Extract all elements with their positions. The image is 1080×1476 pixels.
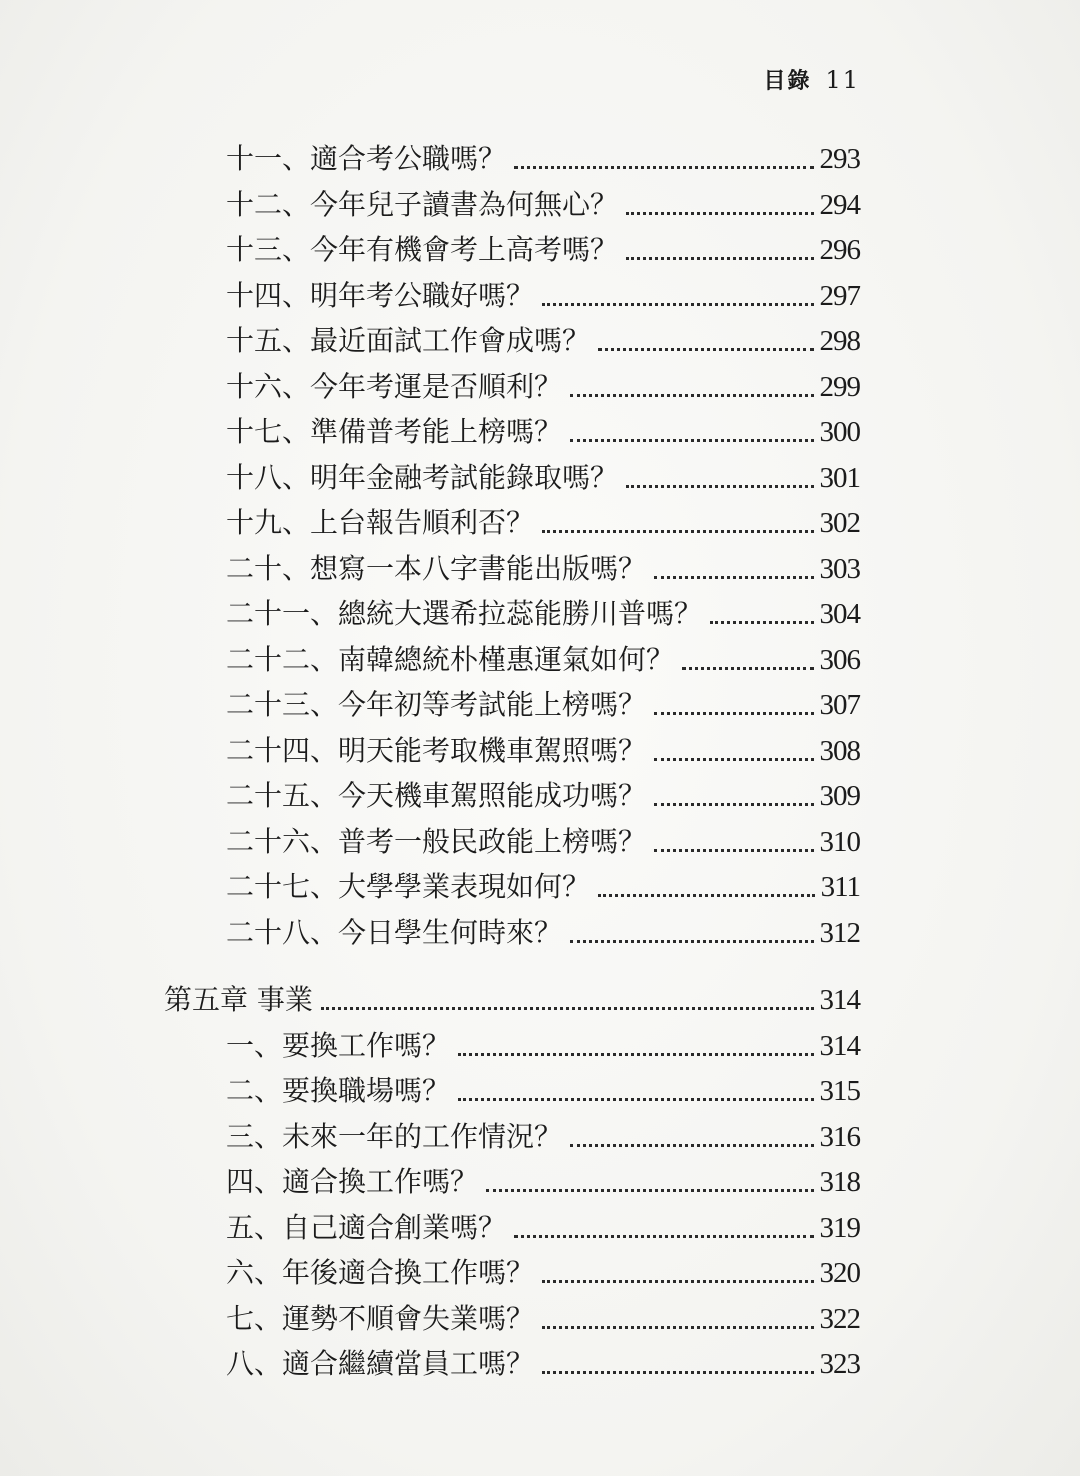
toc-entry <box>226 504 860 542</box>
toc-entry-title: 二、要換職場嗎？ <box>226 1074 451 1107</box>
toc-entry-title: 十七、準備普考能上榜嗎？ <box>226 415 563 448</box>
toc-entry <box>226 823 860 861</box>
header-section-title: 目錄 <box>763 68 812 94</box>
toc-entry-page-number: 294 <box>819 188 860 221</box>
toc-entry <box>226 413 860 451</box>
toc-entry-title: 一、要換工作嗎？ <box>226 1028 451 1062</box>
toc-entry-page-number: 296 <box>819 234 860 266</box>
toc-entry-page-number: 301 <box>819 461 860 494</box>
dot-leader <box>542 1371 813 1374</box>
toc-entry-page-number: 315 <box>819 1075 860 1107</box>
toc-entry-page-number: 304 <box>819 598 860 630</box>
toc-entry-title: 八、適合繼續當員工嗎？ <box>226 1347 535 1380</box>
toc-entry <box>226 777 860 815</box>
toc-entry-title: 三、未來一年的工作情況？ <box>226 1119 563 1153</box>
toc-entry <box>226 914 860 952</box>
toc-entry <box>226 1300 860 1338</box>
toc-entry <box>226 550 860 588</box>
dot-leader <box>654 849 813 852</box>
toc-entry-page-number: 312 <box>819 916 860 949</box>
toc-entry-page-number: 322 <box>819 1302 860 1335</box>
toc-entry-page-number: 310 <box>819 825 860 858</box>
header-page-number: 11 <box>825 66 860 94</box>
toc-entry <box>226 459 860 497</box>
toc-entry-title: 四、適合換工作嗎？ <box>226 1165 479 1198</box>
dot-leader <box>458 1098 813 1101</box>
dot-leader <box>626 257 813 260</box>
toc-entry <box>226 732 860 770</box>
toc-entry-title: 二十六、普考一般民政能上榜嗎？ <box>226 824 647 858</box>
toc-entry-title: 五、自己適合創業嗎？ <box>226 1210 507 1244</box>
toc-entry <box>226 231 860 269</box>
dot-leader <box>570 1144 813 1147</box>
toc-entry <box>226 1254 860 1292</box>
dot-leader <box>570 439 813 442</box>
toc-entry-page-number: 311 <box>820 871 860 903</box>
toc-entry <box>226 1027 860 1065</box>
toc-entry-title: 二十三、今年初等考試能上榜嗎？ <box>226 688 647 721</box>
chapter-title: 第五章 事業 <box>164 983 313 1016</box>
toc-entry-title: 六、年後適合換工作嗎？ <box>226 1256 535 1289</box>
toc-entry-title: 十四、明年考公職好嗎？ <box>226 278 535 312</box>
toc-entry-page-number: 302 <box>819 507 860 539</box>
toc-entry <box>226 1072 860 1110</box>
toc-entry-page-number: 318 <box>819 1166 860 1198</box>
dot-leader <box>514 1235 813 1238</box>
dot-leader <box>654 803 813 806</box>
toc-entry-title: 二十四、明天能考取機車駕照嗎？ <box>226 733 647 767</box>
toc-entry-title: 二十一、總統大選希拉蕊能勝川普嗎？ <box>226 597 703 630</box>
toc-entry <box>226 140 860 178</box>
toc-entry-title: 二十七、大學學業表現如何？ <box>226 870 591 903</box>
running-header <box>763 64 860 95</box>
toc-entry-page-number: 314 <box>819 1029 860 1062</box>
dot-leader <box>654 758 813 761</box>
toc-entry-title: 二十八、今日學生何時來？ <box>226 915 563 949</box>
dot-leader <box>321 1007 814 1010</box>
dot-leader <box>570 394 813 397</box>
toc-entry-page-number: 316 <box>819 1120 860 1153</box>
toc-entry-title: 十九、上台報告順利否？ <box>226 506 535 539</box>
dot-leader <box>570 940 813 943</box>
toc-entry-title: 十八、明年金融考試能錄取嗎？ <box>226 460 619 494</box>
toc-entry-title: 二十二、南韓總統朴槿惠運氣如何？ <box>226 642 675 676</box>
toc-entry <box>226 641 860 679</box>
toc-entry-page-number: 307 <box>819 689 860 721</box>
toc-entry <box>226 686 860 724</box>
dot-leader <box>598 348 813 351</box>
dot-leader <box>626 212 813 215</box>
toc-entry <box>226 1209 860 1247</box>
dot-leader <box>542 303 813 306</box>
dot-leader <box>682 667 813 670</box>
toc-entry-page-number: 308 <box>819 734 860 767</box>
toc-entry <box>226 1118 860 1156</box>
toc-entry <box>226 595 860 633</box>
dot-leader <box>486 1189 813 1192</box>
toc-entry-title: 十六、今年考運是否順利？ <box>226 369 563 403</box>
toc-entry-page-number: 309 <box>819 780 860 812</box>
toc-entry-title: 十五、最近面試工作會成嗎？ <box>226 324 591 357</box>
toc-entry-title: 二十五、今天機車駕照能成功嗎？ <box>226 779 647 812</box>
dot-leader <box>542 1326 813 1329</box>
toc-entry-page-number: 319 <box>819 1211 860 1244</box>
toc-entry-page-number: 299 <box>819 370 860 403</box>
toc-entry-title: 二十、想寫一本八字書能出版嗎？ <box>226 551 647 585</box>
toc-entry <box>226 322 860 360</box>
toc-entry <box>226 277 860 315</box>
dot-leader <box>598 894 815 897</box>
toc-entry <box>226 186 860 224</box>
toc-entry-page-number: 323 <box>819 1348 860 1380</box>
toc-entry-page-number: 293 <box>819 143 860 175</box>
dot-leader <box>710 621 813 624</box>
dot-leader <box>542 530 813 533</box>
toc-entry-page-number: 320 <box>819 1257 860 1289</box>
toc-entry-page-number: 297 <box>819 279 860 312</box>
toc-entry-title: 十二、今年兒子讀書為何無心？ <box>226 187 619 221</box>
dot-leader <box>654 712 813 715</box>
dot-leader <box>542 1280 813 1283</box>
toc-entry-page-number: 303 <box>819 552 860 585</box>
toc-entry <box>226 368 860 406</box>
toc-entry <box>226 1163 860 1201</box>
toc-entry-page-number: 300 <box>819 416 860 448</box>
toc-entry-page-number: 298 <box>819 325 860 357</box>
dot-leader <box>626 485 813 488</box>
toc-entry <box>226 1345 860 1383</box>
toc-entry-title: 十三、今年有機會考上高考嗎？ <box>226 233 619 266</box>
dot-leader <box>458 1053 813 1056</box>
toc-entry <box>226 868 860 906</box>
toc-entry-title: 七、運勢不順會失業嗎？ <box>226 1301 535 1335</box>
chapter-page-number: 314 <box>819 984 860 1016</box>
chapter-heading <box>164 981 860 1019</box>
toc-entry-page-number: 306 <box>819 643 860 676</box>
toc-entry-title: 十一、適合考公職嗎？ <box>226 142 507 175</box>
dot-leader <box>514 166 813 169</box>
dot-leader <box>654 576 813 579</box>
